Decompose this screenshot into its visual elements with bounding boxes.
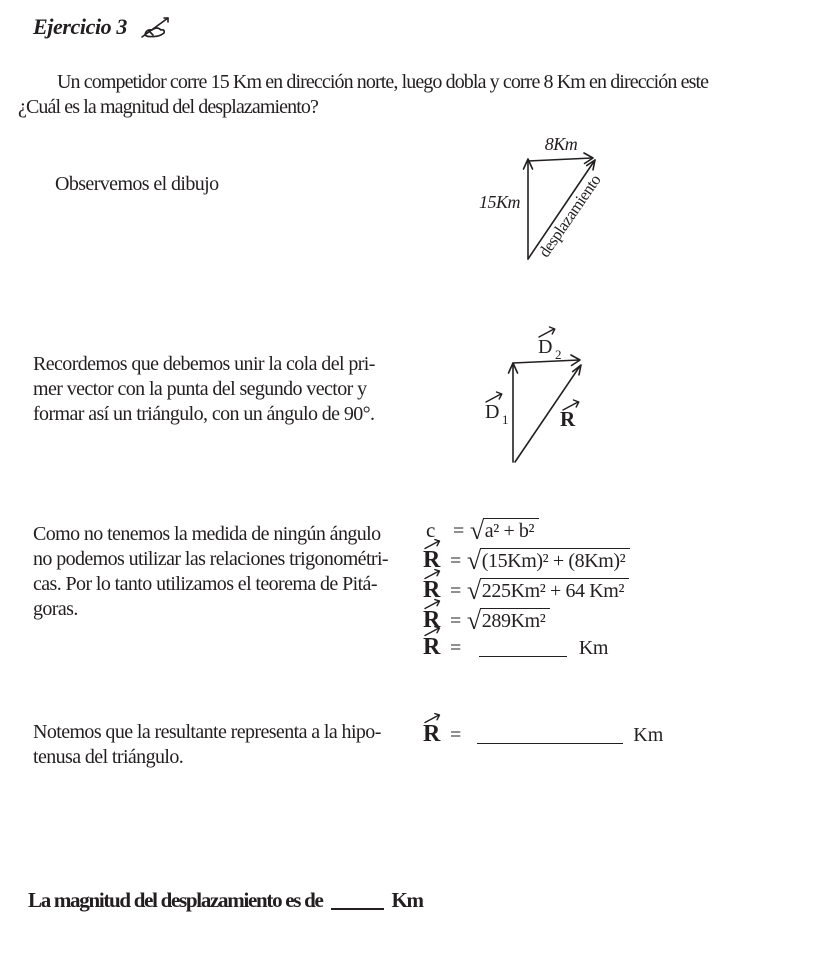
formula-lhs: R: [423, 607, 441, 633]
displacement-diagram: [455, 128, 655, 298]
formula-block: [423, 514, 630, 664]
formula-line-5: [423, 634, 630, 664]
result-line: [423, 721, 663, 748]
recall-line: Recordemos que debemos unir la cola del pri-: [33, 353, 375, 375]
sqrt-radical: [466, 546, 630, 575]
vector-r: [423, 634, 450, 661]
vector-triangle-diagram: [455, 315, 655, 470]
vector-arrow-icon: [424, 625, 443, 637]
hypotenuse-paragraph: [33, 720, 381, 770]
equals-sign: =: [450, 637, 461, 659]
hypotenuse-line: tenusa del triángulo.: [33, 746, 184, 768]
radicand: a² + b²: [483, 518, 539, 542]
formula-lhs: c: [426, 518, 435, 542]
d2-vector-line: [513, 360, 579, 363]
equals-sign: =: [450, 580, 461, 602]
intro-line: Un competidor corre 15 Km en dirección norte, luego dobla y corre 8 Km en dirección este: [57, 71, 709, 93]
equals-sign: =: [450, 724, 462, 746]
pen-grip-stroke: [149, 31, 153, 35]
sqrt-sign: √: [466, 576, 481, 605]
pythagoras-line: Como no tenemos la medida de ningún ángulo: [33, 523, 381, 545]
vector-r: [423, 721, 450, 748]
result-lhs: R: [423, 721, 441, 747]
d2-subscript: 2: [555, 347, 562, 362]
formula-lhs: R: [423, 634, 441, 660]
displacement-label: desplazamiento: [534, 171, 605, 261]
resultant-label: R: [560, 407, 576, 431]
sqrt-radical: [469, 516, 539, 545]
east-distance-label: 8Km: [544, 134, 578, 154]
formula-line-3: [423, 574, 630, 604]
answer-blank: [477, 743, 623, 744]
unit-label: Km: [391, 888, 423, 912]
unit-label: Km: [578, 637, 609, 659]
sqrt-radical: [466, 576, 629, 605]
recall-line: mer vector con la punta del segundo vector y: [33, 378, 367, 400]
formula-line-4: [423, 604, 630, 634]
hypotenuse-line: Notemos que la resultante representa a la hipo-: [33, 721, 381, 743]
pythagoras-line: cas. Por lo tanto utilizamos el teorema de Pitá-: [33, 573, 377, 595]
sqrt-radical: [466, 606, 550, 635]
vector-arrow-icon: [424, 598, 443, 610]
title-row: [33, 14, 173, 40]
north-distance-label: 15Km: [478, 192, 520, 212]
answer-blank: [479, 656, 567, 657]
pythagoras-paragraph: [33, 522, 388, 622]
unit-label: Km: [633, 724, 664, 746]
d1-label: D: [485, 401, 500, 423]
conclusion-text: La magnitud del desplazamiento es de: [28, 888, 323, 912]
sqrt-sign: √: [466, 546, 481, 575]
vector-arrow-icon: [424, 568, 443, 580]
sqrt-sign: √: [469, 516, 484, 545]
equals-sign: =: [450, 610, 461, 632]
formula-line-2: [423, 544, 630, 574]
conclusion-line: [28, 888, 423, 913]
equals-sign: =: [450, 550, 461, 572]
recall-line: formar así un triángulo, con un ángulo de 90°.: [33, 403, 375, 425]
sqrt-sign: √: [466, 606, 481, 635]
formula-lhs: R: [423, 547, 441, 573]
vector-arrow-icon: [424, 538, 443, 550]
d1-subscript: 1: [502, 412, 509, 427]
intro-line: ¿Cuál es la magnitud del desplazamiento?: [18, 96, 318, 118]
radicand: 289Km²: [480, 608, 551, 632]
d2-label: D: [538, 336, 553, 358]
intro-paragraph: [18, 70, 708, 120]
formula-line-1: [423, 514, 630, 544]
observe-label: Observemos el dibujo: [55, 173, 219, 195]
page-title: Ejercicio 3: [33, 14, 127, 39]
radicand: (15Km)² + (8Km)²: [480, 548, 631, 572]
vector-arrow-icon: [424, 712, 443, 724]
equals-sign: =: [453, 520, 464, 542]
answer-blank: [331, 908, 384, 910]
radicand: 225Km² + 64 Km²: [480, 578, 629, 602]
writing-hand-icon: [137, 14, 173, 40]
east-vector-line: [528, 158, 592, 161]
pythagoras-line: no podemos utilizar las relaciones trigonométri-: [33, 548, 388, 570]
formula-lhs: R: [423, 577, 441, 603]
recall-paragraph: [33, 352, 375, 427]
pythagoras-line: goras.: [33, 598, 78, 620]
